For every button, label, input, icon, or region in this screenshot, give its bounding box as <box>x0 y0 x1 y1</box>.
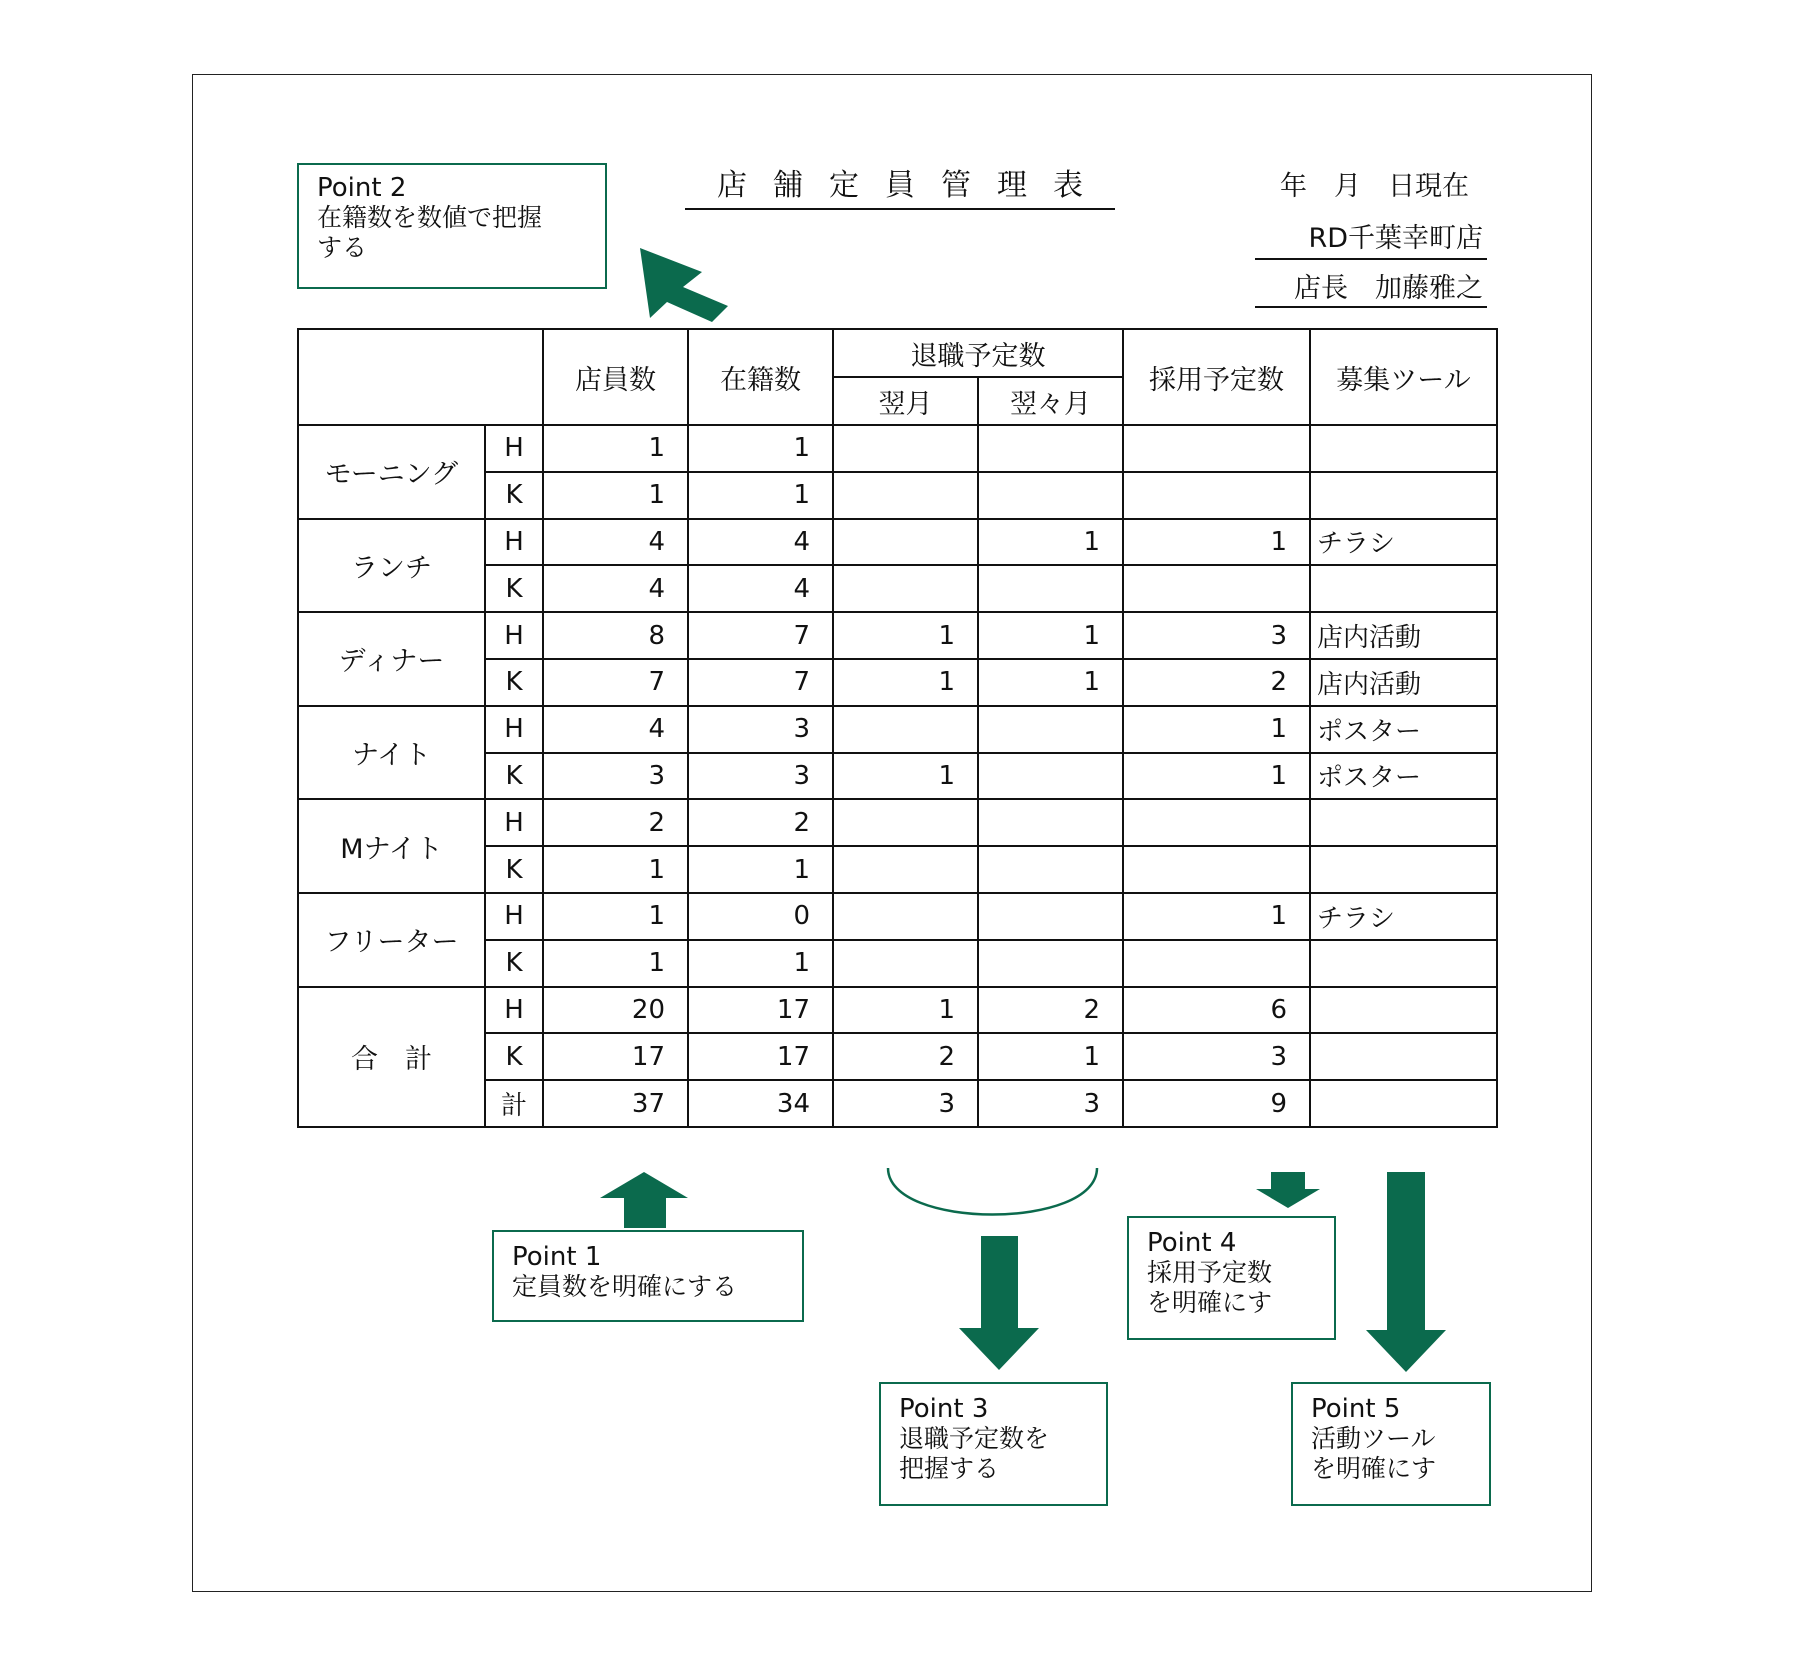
staff-count-cell: 17 <box>543 1033 688 1080</box>
retire-next-month-cell <box>833 706 978 753</box>
retire-next-month-cell <box>833 893 978 940</box>
tool-cell: チラシ <box>1310 519 1497 566</box>
retire-next-month-cell: 1 <box>833 753 978 800</box>
retire-month-after-next-cell <box>978 893 1123 940</box>
retire-next-month-cell: 1 <box>833 987 978 1034</box>
tool-cell <box>1310 1033 1497 1080</box>
header-hire: 採用予定数 <box>1123 329 1310 425</box>
enrolled-cell: 1 <box>688 425 833 472</box>
row-type-cell: H <box>485 799 543 846</box>
staff-count-cell: 2 <box>543 799 688 846</box>
callout-title: Point 5 <box>1311 1394 1401 1424</box>
hire-cell: 2 <box>1123 659 1310 706</box>
staff-count-cell: 20 <box>543 987 688 1034</box>
hire-cell <box>1123 472 1310 519</box>
callout-text: 退職予定数を 把握する <box>899 1424 1050 1483</box>
tool-cell: ポスター <box>1310 753 1497 800</box>
hire-cell: 1 <box>1123 519 1310 566</box>
staff-count-cell: 1 <box>543 846 688 893</box>
bracket-shape <box>888 1168 1097 1215</box>
retire-month-after-next-cell <box>978 565 1123 612</box>
arrow-down-icon <box>1366 1172 1446 1372</box>
retire-month-after-next-cell: 1 <box>978 519 1123 566</box>
table-row <box>298 799 1497 846</box>
retire-month-after-next-cell: 1 <box>978 612 1123 659</box>
shift-name-cell: Mナイト <box>298 799 485 893</box>
row-type-cell: K <box>485 940 543 987</box>
hire-cell: 9 <box>1123 1080 1310 1127</box>
tool-cell <box>1310 940 1497 987</box>
header-tool: 募集ツール <box>1310 329 1497 425</box>
row-type-cell: 計 <box>485 1080 543 1127</box>
callout-title: Point 1 <box>512 1242 602 1272</box>
retire-next-month-cell <box>833 940 978 987</box>
tool-cell <box>1310 987 1497 1034</box>
retire-month-after-next-cell <box>978 753 1123 800</box>
staff-count-cell: 7 <box>543 659 688 706</box>
page-title: 店舗定員管理表 <box>717 168 1109 203</box>
arrow-up-left-icon <box>640 248 728 322</box>
staff-count-cell: 1 <box>543 425 688 472</box>
callout-title: Point 2 <box>317 173 407 203</box>
shift-name-cell: ナイト <box>298 706 485 800</box>
hire-cell: 1 <box>1123 893 1310 940</box>
enrolled-cell: 1 <box>688 940 833 987</box>
enrolled-cell: 3 <box>688 706 833 753</box>
staff-count-cell: 4 <box>543 565 688 612</box>
hire-cell <box>1123 940 1310 987</box>
hire-cell <box>1123 799 1310 846</box>
staff-count-cell: 3 <box>543 753 688 800</box>
retire-next-month-cell: 2 <box>833 1033 978 1080</box>
tool-cell: 店内活動 <box>1310 612 1497 659</box>
retire-next-month-cell <box>833 519 978 566</box>
retire-next-month-cell <box>833 472 978 519</box>
manager-name: 店長 加藤雅之 <box>1294 273 1483 304</box>
header-enrolled: 在籍数 <box>688 329 833 425</box>
retire-month-after-next-cell <box>978 472 1123 519</box>
enrolled-cell: 17 <box>688 987 833 1034</box>
retire-next-month-cell <box>833 425 978 472</box>
retire-month-after-next-cell: 1 <box>978 1033 1123 1080</box>
row-type-cell: H <box>485 987 543 1034</box>
shift-name-cell: モーニング <box>298 425 485 519</box>
hire-cell: 6 <box>1123 987 1310 1034</box>
tool-cell: チラシ <box>1310 893 1497 940</box>
hire-cell: 3 <box>1123 612 1310 659</box>
tool-cell <box>1310 425 1497 472</box>
shift-name-cell: ランチ <box>298 519 485 613</box>
retire-month-after-next-cell: 3 <box>978 1080 1123 1127</box>
arrow-up-icon <box>600 1172 688 1228</box>
retire-next-month-cell: 1 <box>833 659 978 706</box>
arrow-down-icon <box>1256 1172 1320 1208</box>
staff-count-cell: 4 <box>543 519 688 566</box>
enrolled-cell: 1 <box>688 472 833 519</box>
row-type-cell: K <box>485 472 543 519</box>
hire-cell: 1 <box>1123 706 1310 753</box>
retire-month-after-next-cell <box>978 799 1123 846</box>
header-month-after-next: 翌々月 <box>978 377 1123 425</box>
retire-month-after-next-cell <box>978 425 1123 472</box>
retire-month-after-next-cell: 1 <box>978 659 1123 706</box>
staff-count-cell: 1 <box>543 893 688 940</box>
enrolled-cell: 1 <box>688 846 833 893</box>
row-type-cell: K <box>485 753 543 800</box>
table-row <box>298 425 1497 472</box>
enrolled-cell: 7 <box>688 612 833 659</box>
callout-text: 採用予定数 を明確にす <box>1147 1258 1273 1317</box>
hire-cell <box>1123 846 1310 893</box>
shift-name-cell: フリーター <box>298 893 485 987</box>
staff-table <box>297 328 1498 1128</box>
tool-cell <box>1310 565 1497 612</box>
row-type-cell: K <box>485 1033 543 1080</box>
enrolled-cell: 7 <box>688 659 833 706</box>
staff-count-cell: 1 <box>543 472 688 519</box>
date-label: 年 月 日現在 <box>1280 171 1469 202</box>
header-blank-cell <box>298 329 543 425</box>
retire-month-after-next-cell <box>978 846 1123 893</box>
hire-cell <box>1123 565 1310 612</box>
row-type-cell: K <box>485 659 543 706</box>
enrolled-cell: 0 <box>688 893 833 940</box>
retire-next-month-cell: 3 <box>833 1080 978 1127</box>
retire-month-after-next-cell <box>978 706 1123 753</box>
staff-count-cell: 4 <box>543 706 688 753</box>
hire-cell: 3 <box>1123 1033 1310 1080</box>
table-row <box>298 893 1497 940</box>
store-name: RD千葉幸町店 <box>1308 223 1483 254</box>
callout-text: 在籍数を数値で把握 する <box>317 203 543 262</box>
tool-cell <box>1310 1080 1497 1127</box>
callout-title: Point 4 <box>1147 1228 1237 1258</box>
hire-cell: 1 <box>1123 753 1310 800</box>
enrolled-cell: 34 <box>688 1080 833 1127</box>
shift-name-cell: 合 計 <box>298 987 485 1127</box>
arrow-down-icon <box>959 1236 1039 1370</box>
table-row <box>298 706 1497 753</box>
staff-count-cell: 37 <box>543 1080 688 1127</box>
table-row <box>298 519 1497 566</box>
retire-month-after-next-cell <box>978 940 1123 987</box>
shift-name-cell: ディナー <box>298 612 485 706</box>
row-type-cell: H <box>485 425 543 472</box>
hire-cell <box>1123 425 1310 472</box>
enrolled-cell: 4 <box>688 519 833 566</box>
row-type-cell: H <box>485 519 543 566</box>
header-retire: 退職予定数 <box>833 329 1123 377</box>
tool-cell: ポスター <box>1310 706 1497 753</box>
retire-next-month-cell <box>833 799 978 846</box>
header-staff-count: 店員数 <box>543 329 688 425</box>
table-row <box>298 987 1497 1034</box>
tool-cell <box>1310 846 1497 893</box>
callout-text: 定員数を明確にする <box>512 1272 738 1301</box>
retire-month-after-next-cell: 2 <box>978 987 1123 1034</box>
staff-count-cell: 1 <box>543 940 688 987</box>
staff-count-cell: 8 <box>543 612 688 659</box>
tool-cell <box>1310 799 1497 846</box>
row-type-cell: K <box>485 565 543 612</box>
callout-title: Point 3 <box>899 1394 989 1424</box>
retire-next-month-cell <box>833 846 978 893</box>
callout-text: 活動ツール を明確にす <box>1311 1424 1437 1483</box>
retire-next-month-cell: 1 <box>833 612 978 659</box>
header-next-month: 翌月 <box>833 377 978 425</box>
retire-next-month-cell <box>833 565 978 612</box>
enrolled-cell: 17 <box>688 1033 833 1080</box>
enrolled-cell: 4 <box>688 565 833 612</box>
tool-cell: 店内活動 <box>1310 659 1497 706</box>
tool-cell <box>1310 472 1497 519</box>
row-type-cell: H <box>485 612 543 659</box>
row-type-cell: H <box>485 893 543 940</box>
table-row <box>298 612 1497 659</box>
row-type-cell: H <box>485 706 543 753</box>
row-type-cell: K <box>485 846 543 893</box>
enrolled-cell: 3 <box>688 753 833 800</box>
enrolled-cell: 2 <box>688 799 833 846</box>
